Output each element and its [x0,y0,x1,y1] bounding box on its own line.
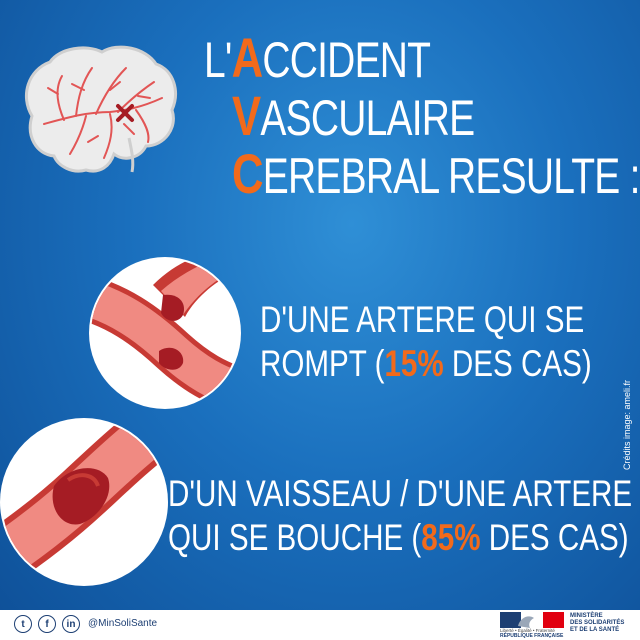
cause-2-line-1: D'UN VAISSEAU / D'UNE ARTERE [168,473,633,514]
republic-motto: Liberté • Égalité • Fraternité [500,628,555,633]
twitter-icon[interactable]: t [14,615,32,633]
cause-2-percent: 85% [421,517,481,558]
title-line-2 [232,84,475,147]
cause-2-suffix: DES CAS) [480,517,629,558]
ministry-line-3: ET DE LA SANTÉ [570,627,620,633]
footer-bar [0,610,640,640]
social-handle[interactable]: @MinSoliSante [88,618,158,629]
cause-1-suffix: DES CAS) [443,343,592,384]
blocked-artery-illustration [0,416,170,588]
title-prefix: L' [204,32,232,88]
ruptured-artery-illustration [87,255,243,411]
facebook-icon[interactable]: f [38,615,56,633]
cause-2-prefix: QUI SE BOUCHE ( [168,517,422,558]
linkedin-icon[interactable]: in [62,615,80,633]
cause-1-percent: 15% [384,343,444,384]
cause-1-line-2 [260,344,592,384]
title-initial-v: V [232,84,261,147]
ministry-line-1: MINISTÈRE [570,613,603,619]
ministry-name [570,613,638,634]
title-rest-1: CCIDENT [262,32,431,88]
image-credit: Crédits image: ameli.fr [622,379,632,470]
title-line-1 [204,26,431,89]
marianne-logo-icon [500,612,564,628]
republique-francaise: RÉPUBLIQUE FRANÇAISE [500,633,564,639]
title-line-3 [232,142,640,205]
cause-1-prefix: ROMPT ( [260,343,385,384]
title-rest-2: ASCULAIRE [260,90,475,146]
title-initial-a: A [231,26,263,89]
title-initial-c: C [232,142,263,205]
cause-2-line-2 [168,518,629,558]
brain-shape [26,47,175,171]
cause-1-line-1: D'UNE ARTERE QUI SE [260,299,585,340]
brain-illustration [14,38,184,183]
ministry-line-2: DES SOLIDARITÉS [570,620,625,626]
title-rest-3: EREBRAL RESULTE : [262,148,640,204]
